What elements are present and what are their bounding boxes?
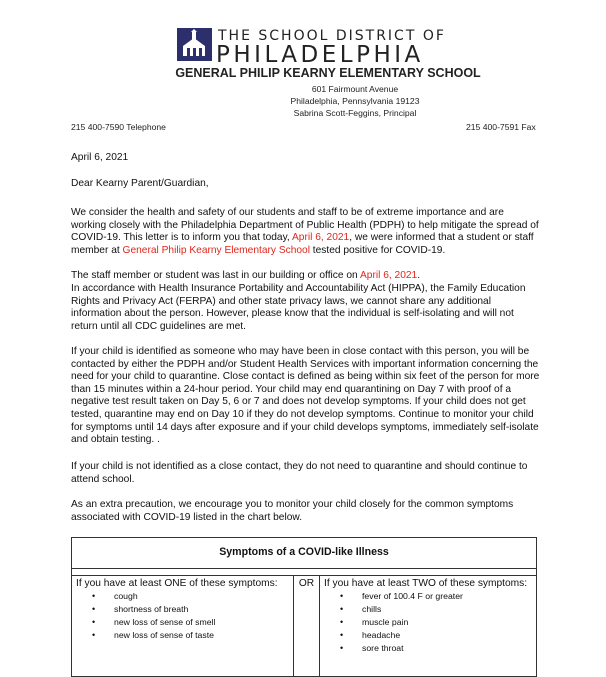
two-symptoms-list xyxy=(324,590,532,655)
one-symptom-list xyxy=(76,590,289,642)
telephone-number: 215 400-7590 Telephone xyxy=(71,122,166,132)
list-item: • fever of 100.4 F or greater xyxy=(324,590,532,603)
district-label-top: THE SCHOOL DISTRICT OF xyxy=(218,28,446,44)
school-district-logo xyxy=(177,28,212,61)
or-column: OR xyxy=(294,576,320,676)
school-name: GENERAL PHILIP KEARNY ELEMENTARY SCHOOL xyxy=(175,66,481,80)
fax-number: 215 400-7591 Fax xyxy=(466,122,536,132)
address-street: 601 Fairmount Avenue xyxy=(311,84,399,94)
one-symptom-header: If you have at least ONE of these symptoms: xyxy=(76,578,278,589)
paragraph-privacy: In accordance with Health Insurance Portability and Accountability Act (HIPPA), the Family Education Rights and Privacy Act (FERPA) and other state privacy laws, we cannot share any additional information about the person. However, please know that the individual is self-isolating and will not return until all CDC guidelines are met. xyxy=(71,283,526,332)
one-symptom-column xyxy=(72,576,294,676)
paragraph-notification: We consider the health and safety of our students and staff to be of extreme importance and are working closely with the Philadelphia Department of Public Health (PDPH) to help mitigate the spread of COVID-19. This letter is to inform you that today, April 6, 2021, we were informed that a student or staff member at General Philip Kearny Elementary School tested positive for COVID-19. xyxy=(71,207,539,256)
school-building-icon xyxy=(177,28,212,61)
list-item: • new loss of sense of smell xyxy=(76,616,289,629)
paragraph-last-in-building: The staff member or student was last in our building or office on April 6, 2021. xyxy=(71,270,421,281)
salutation: Dear Kearny Parent/Guardian, xyxy=(71,178,209,189)
notification-date: April 6, 2021 xyxy=(292,232,350,244)
list-item: • sore throat xyxy=(324,642,532,655)
list-item: • headache xyxy=(324,629,532,642)
list-item: • new loss of sense of taste xyxy=(76,629,289,642)
table-spacer-row xyxy=(72,568,536,576)
address-city: Philadelphia, Pennsylvania 19123 xyxy=(290,96,420,106)
symptoms-table xyxy=(71,537,537,677)
paragraph-not-close-contact: If your child is not identified as a close contact, they do not need to quarantine and should continue to attend school. xyxy=(71,461,528,485)
school-reference: General Philip Kearny Elementary School xyxy=(122,244,310,256)
list-item: • chills xyxy=(324,603,532,616)
last-in-building-date: April 6, 2021 xyxy=(360,270,418,281)
letter-date: April 6, 2021 xyxy=(71,152,129,163)
list-item: • shortness of breath xyxy=(76,603,289,616)
two-symptoms-header: If you have at least TWO of these symptoms: xyxy=(324,578,528,589)
paragraph-precaution: As an extra precaution, we encourage you to monitor your child closely for the common symptoms associated with COVID-19 listed in the chart below. xyxy=(71,499,514,523)
principal-name: Sabrina Scott-Feggins, Principal xyxy=(293,108,417,118)
two-symptoms-column xyxy=(320,576,536,676)
list-item: • muscle pain xyxy=(324,616,532,629)
district-label-main: PHILADELPHIA xyxy=(216,42,424,68)
paragraph-close-contact: If your child is identified as someone who may have been in close contact with this person, you will be contacted by either the PDPH and/or Student Health Services with important information concerning the need for your child to quarantine. Close contact is defined as being within six feet of the person for more than 15 minutes within a 24-hour period. Your child may end quarantining on Day 7 with proof of a negative test result taken on Day 5, 6 or 7 and does not develop symptoms. If your child does not get tested, quarantine may end on Day 10 if they do not develop symptoms. Continue to monitor your child for symptoms until 14 days after exposure and if your child develops symptoms, immediately self-isolate and obtain testing. . xyxy=(71,346,540,446)
list-item: • cough xyxy=(76,590,289,603)
symptoms-table-title: Symptoms of a COVID-like Illness xyxy=(72,538,536,569)
